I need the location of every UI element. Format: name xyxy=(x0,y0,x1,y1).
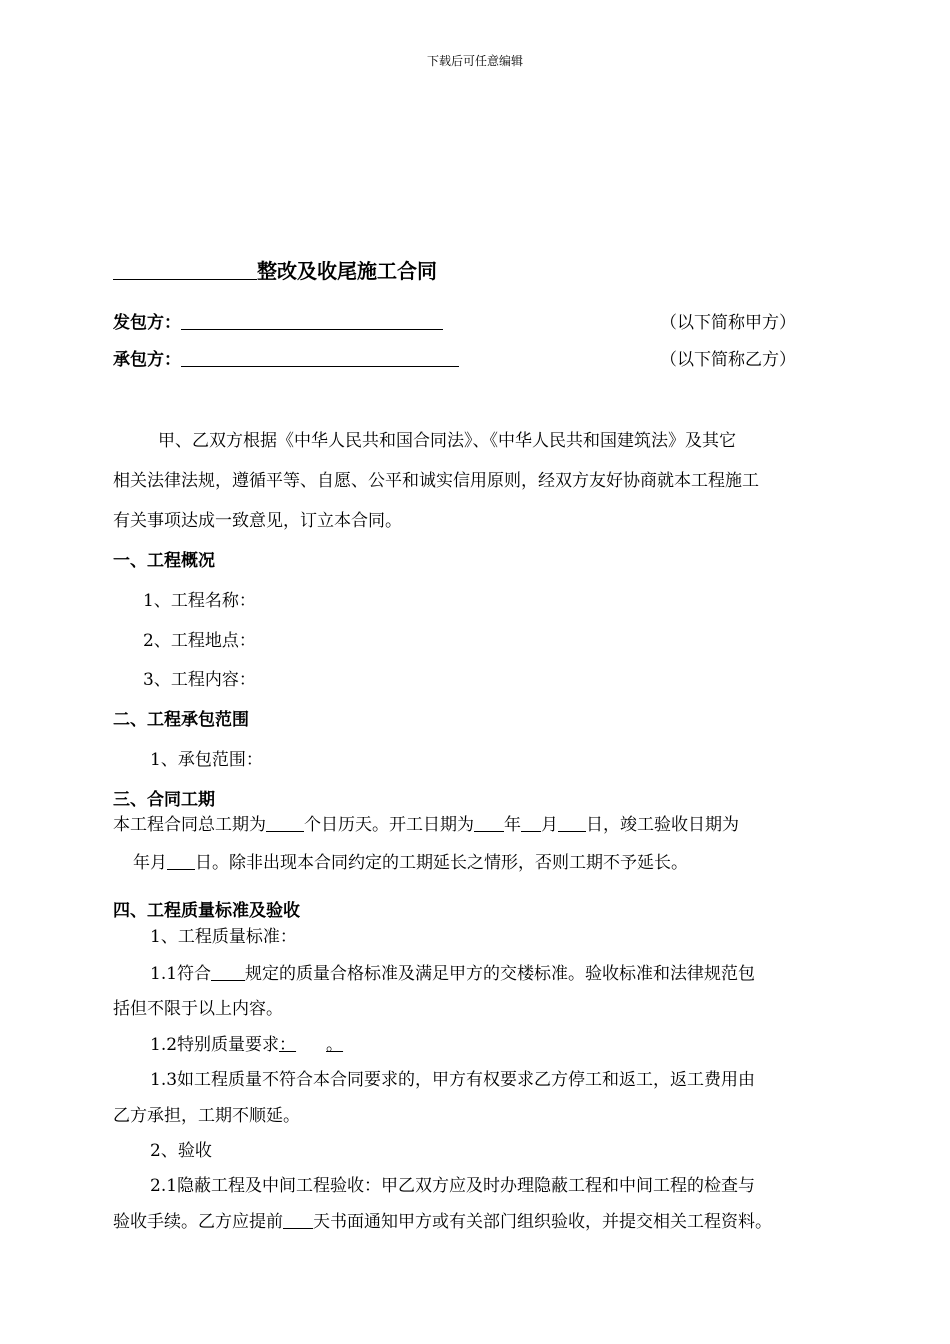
section-4-1-1-line-2: 括但不限于以上内容。 xyxy=(113,999,283,1019)
party-a-note: （以下简称甲方） xyxy=(660,313,796,333)
party-a-blank xyxy=(181,312,443,330)
intro-line-1: 甲、乙双方根据《中华人民共和国合同法》、《中华人民共和国建筑法》及其它 xyxy=(158,431,736,451)
title-text: 整改及收尾施工合同 xyxy=(257,259,437,283)
s412-a: 1.2特别质量要求 xyxy=(150,1035,280,1055)
section-1-item-3: 3、工程内容： xyxy=(143,670,256,690)
s3-l2-b: 日。除非出现本合同约定的工期延长之情形，否则工期不予延长。 xyxy=(195,853,688,873)
party-b-note: （以下简称乙方） xyxy=(660,350,796,370)
party-b-blank xyxy=(181,349,459,367)
s412-colon: ： xyxy=(279,1035,297,1055)
s411-blank xyxy=(211,963,245,981)
s3-l1-d: 月 xyxy=(541,815,558,835)
s3-l1-b: 个日历天。开工日期为 xyxy=(304,815,474,835)
section-1-item-1: 1、工程名称： xyxy=(143,591,256,611)
s412-underlined xyxy=(279,1035,343,1055)
s3-l1-a: 本工程合同总工期为 xyxy=(113,815,266,835)
party-b-label: 承包方： xyxy=(113,350,181,370)
s3-l1-e: 日，竣工验收日期为 xyxy=(586,815,739,835)
s3-blank-year xyxy=(474,814,504,832)
s3-blank-day-2 xyxy=(167,852,195,870)
section-2-heading: 二、工程承包范围 xyxy=(113,710,249,730)
s412-end: 。 xyxy=(326,1035,344,1055)
s411-b: 规定的质量合格标准及满足甲方的交楼标准。验收标准和法律规范包 xyxy=(245,964,756,984)
section-4-2-1-line-2 xyxy=(113,1207,772,1232)
section-3-line-2 xyxy=(133,848,688,873)
section-4-1-2 xyxy=(150,1030,343,1055)
title-blank xyxy=(113,259,257,280)
section-4-2-1-line-1: 2.1隐蔽工程及中间工程验收：甲乙双方应及时办理隐蔽工程和中间工程的检查与 xyxy=(150,1176,756,1196)
section-4-1-1-line-1 xyxy=(150,959,755,984)
party-b-line xyxy=(113,345,459,370)
section-2-item-1: 1、承包范围： xyxy=(150,750,263,770)
section-3-line-1 xyxy=(113,810,739,835)
contract-title xyxy=(113,255,437,284)
section-4-heading: 四、工程质量标准及验收 xyxy=(113,901,300,921)
intro-line-2: 相关法律法规，遵循平等、自愿、公平和诚实信用原则，经双方友好协商就本工程施工 xyxy=(113,471,759,491)
s3-blank-day xyxy=(558,814,586,832)
section-4-sub-2: 2、验收 xyxy=(150,1141,212,1161)
s3-blank-days xyxy=(266,814,304,832)
s3-l2-a: 年月 xyxy=(133,853,167,873)
s421-blank xyxy=(283,1211,313,1229)
section-4-1-3-line-2: 乙方承担，工期不顺延。 xyxy=(113,1106,300,1126)
party-a-label: 发包方： xyxy=(113,313,181,333)
s421-b: 天书面通知甲方或有关部门组织验收，并提交相关工程资料。 xyxy=(313,1212,772,1232)
s3-l1-c: 年 xyxy=(504,815,521,835)
section-3-heading: 三、合同工期 xyxy=(113,790,215,810)
section-1-heading: 一、工程概况 xyxy=(113,551,215,571)
header-note: 下载后可任意编辑 xyxy=(426,54,523,68)
party-a-line xyxy=(113,308,443,333)
section-4-1-3-line-1: 1.3如工程质量不符合本合同要求的，甲方有权要求乙方停工和返工，返工费用由 xyxy=(150,1070,756,1090)
section-4-sub-1: 1、工程质量标准： xyxy=(150,927,297,947)
s3-blank-month xyxy=(521,814,541,832)
s411-a: 1.1符合 xyxy=(150,964,212,984)
s421-a: 验收手续。乙方应提前 xyxy=(113,1212,283,1232)
section-1-item-2: 2、工程地点： xyxy=(143,631,256,651)
intro-line-3: 有关事项达成一致意见，订立本合同。 xyxy=(113,511,402,531)
